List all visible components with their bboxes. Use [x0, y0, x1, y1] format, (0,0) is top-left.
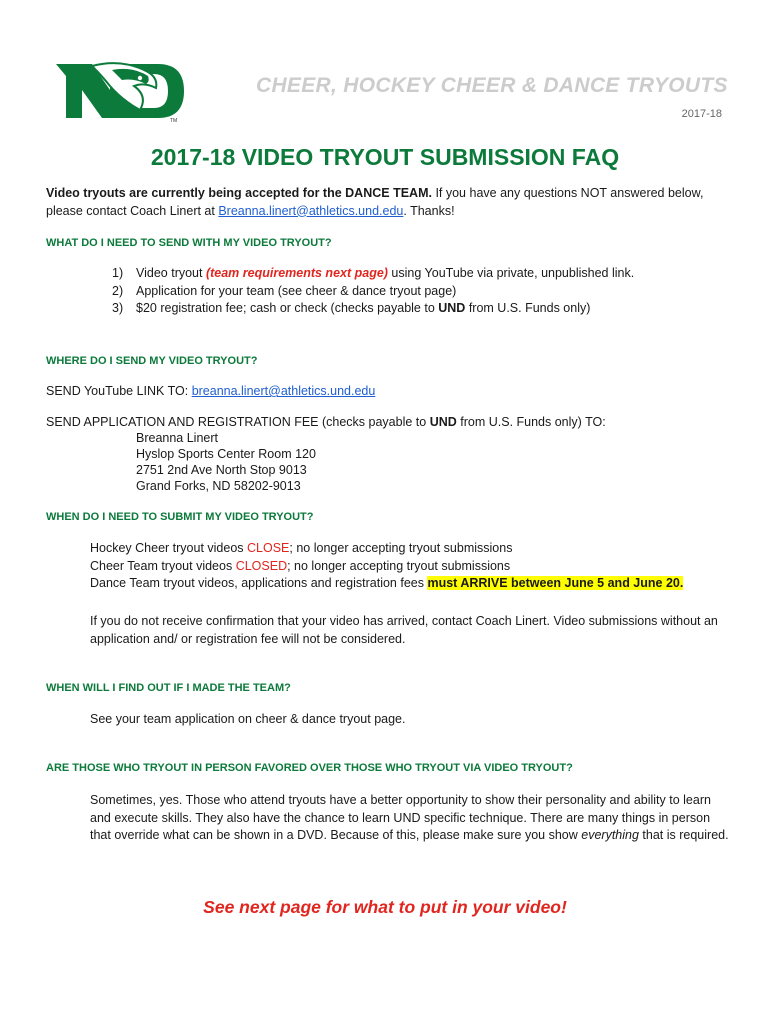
next-page-note: See next page for what to put in your video! — [203, 897, 567, 917]
deadlines-block — [90, 540, 683, 593]
item-text: from U.S. Funds only) — [465, 301, 591, 315]
question-3: WHEN DO I NEED TO SUBMIT MY VIDEO TRYOUT? — [46, 511, 314, 523]
address-line: Breanna Linert — [136, 431, 219, 445]
item-text: Video tryout — [136, 266, 206, 280]
list-item — [112, 283, 712, 301]
answer-text: Sometimes, yes. Those who attend tryouts have a better opportunity to show their personality and ability to learn and execute skills. They also have the chance to learn UND specific technique. There are many things in person that override what can be shown in a DVD. Because of this, please make sure you show — [90, 793, 711, 842]
intro-email-link[interactable]: Breanna.linert@athletics.und.edu — [218, 203, 404, 218]
list-number: 3) — [112, 301, 124, 315]
answer-text: that is required. — [638, 828, 729, 842]
page-title: 2017-18 VIDEO TRYOUT SUBMISSION FAQ — [150, 144, 620, 170]
question-5: ARE THOSE WHO TRYOUT IN PERSON FAVORED OVER THOSE WHO TRYOUT VIA VIDEO TRYOUT? — [46, 762, 573, 774]
deadline-text: ; no longer accepting tryout submissions — [287, 558, 511, 573]
application-line — [46, 414, 606, 432]
question-1: WHAT DO I NEED TO SEND WITH MY VIDEO TRYOUT? — [46, 237, 332, 249]
und-bold: UND — [429, 415, 457, 429]
address-line: 2751 2nd Ave North Stop 9013 — [136, 463, 307, 477]
list-item — [112, 265, 712, 283]
answer-emphasis: everything — [581, 828, 639, 842]
deadline-text: Hockey Cheer tryout videos — [90, 541, 248, 555]
deadline-text: Cheer Team tryout videos — [90, 558, 236, 573]
confirmation-note: If you do not receive confirmation that your video has arrived, contact Coach Linert. Video submissions without an application and/ or registration fee will not be considered. — [90, 614, 718, 646]
application-text: SEND APPLICATION AND REGISTRATION FEE (checks payable to — [46, 415, 430, 429]
intro-text-2: . Thanks! — [403, 203, 455, 218]
list-item — [112, 300, 712, 318]
answer-5 — [90, 792, 730, 845]
header-year: 2017-18 — [681, 108, 722, 120]
team-requirements-note: (team requirements next page) — [205, 266, 388, 280]
youtube-link-line — [46, 383, 375, 401]
header-title: CHEER, HOCKEY CHEER & DANCE TRYOUTS — [256, 74, 728, 97]
intro-paragraph — [46, 185, 726, 220]
youtube-label: SEND YouTube LINK TO: — [46, 384, 192, 398]
closed-status: CLOSED — [235, 558, 288, 573]
answer-4: See your team application on cheer & dance tryout page. — [90, 712, 406, 726]
youtube-email-link[interactable]: breanna.linert@athletics.und.edu — [191, 384, 376, 398]
question-4: WHEN WILL I FIND OUT IF I MADE THE TEAM? — [46, 682, 291, 694]
mailing-address — [136, 430, 316, 494]
deadline-highlight: must ARRIVE between June 5 and June 20. — [427, 576, 684, 590]
list-number: 1) — [112, 266, 124, 280]
intro-text-1: If you have any questions NOT answered below, please contact Coach Linert at — [46, 186, 704, 218]
und-bold: UND — [438, 301, 466, 315]
svg-text:TM: TM — [170, 118, 178, 124]
close-status: CLOSE — [247, 541, 290, 555]
deadline-line — [90, 540, 683, 558]
item-text: using YouTube via private, unpublished link. — [387, 266, 635, 280]
und-logo — [52, 56, 186, 124]
requirements-list — [112, 265, 712, 318]
deadline-text: Dance Team tryout videos, applications and registration fees — [90, 576, 428, 590]
deadline-line — [90, 558, 683, 576]
address-line: Hyslop Sports Center Room 120 — [136, 447, 316, 461]
question-2: WHERE DO I SEND MY VIDEO TRYOUT? — [46, 355, 258, 367]
item-text: $20 registration fee; cash or check (checks payable to — [136, 301, 439, 315]
item-text: Application for your team (see cheer & dance tryout page) — [136, 283, 457, 298]
deadline-line — [90, 575, 683, 593]
address-line: Grand Forks, ND 58202-9013 — [136, 479, 301, 493]
application-text: from U.S. Funds only) TO: — [456, 415, 606, 429]
intro-bold: Video tryouts are currently being accepted for the DANCE TEAM. — [46, 186, 432, 200]
deadline-text: ; no longer accepting tryout submissions — [289, 541, 513, 555]
list-number: 2) — [112, 283, 124, 298]
